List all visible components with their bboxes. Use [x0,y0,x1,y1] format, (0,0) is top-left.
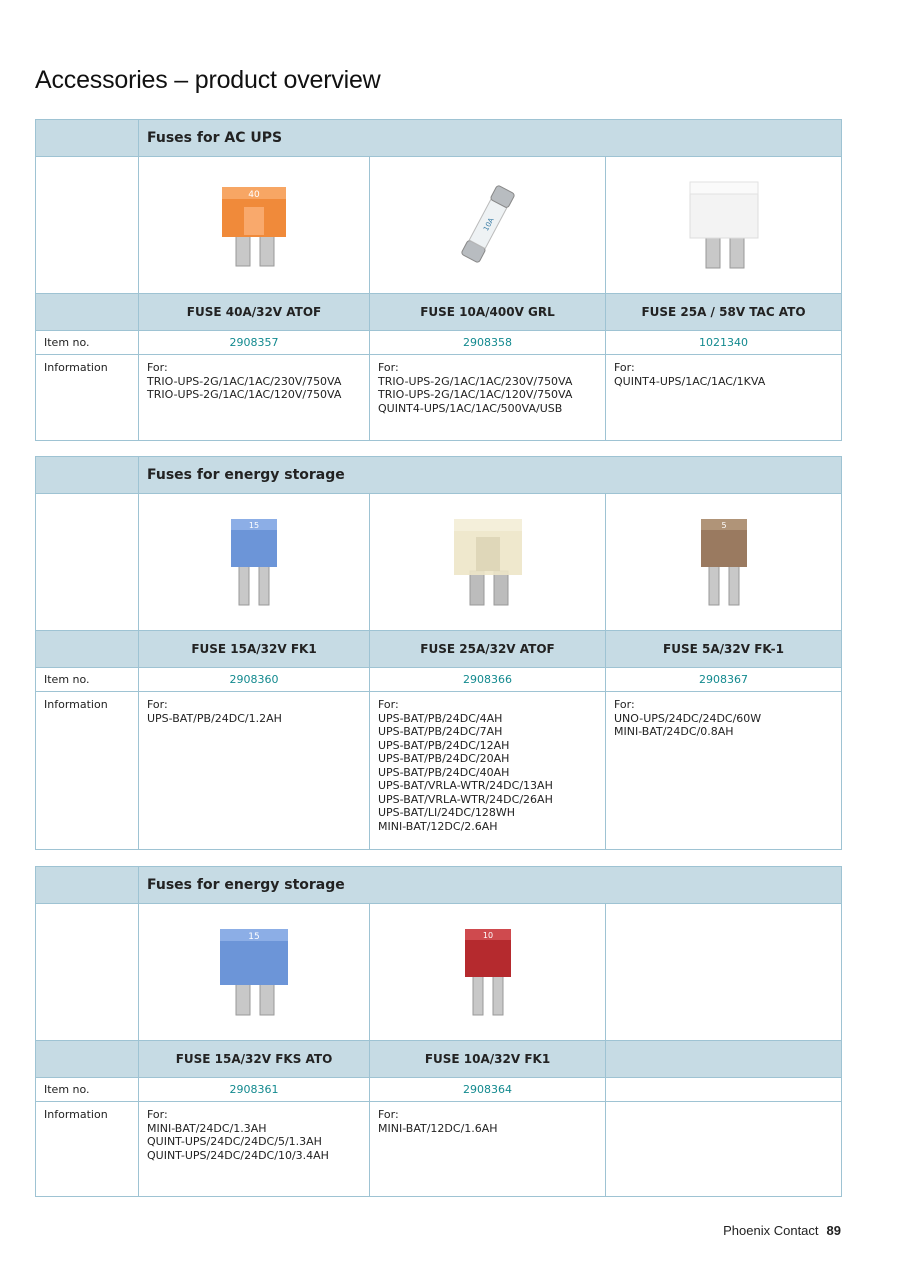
clear-blade-fuse-icon [448,513,528,608]
product-image-cell [370,904,606,1041]
svg-text:15: 15 [248,932,260,942]
svg-text:10: 10 [482,931,493,940]
svg-text:15: 15 [248,521,260,530]
product-image-cell [139,494,370,631]
product-name: FUSE 10A/400V GRL [370,294,606,331]
item-number-link[interactable]: 2908357 [139,331,370,355]
item-no-label: Item no. [36,331,139,355]
red-mini-fuse-icon [453,923,523,1018]
product-image-cell [370,494,606,631]
product-info: For: UNO-UPS/24DC/24DC/60W MINI-BAT/24DC/0.8AH [606,692,842,850]
section-energy-storage-1 [35,456,841,850]
product-info: For: UPS-BAT/PB/24DC/4AH UPS-BAT/PB/24DC/7AH UPS-BAT/PB/24DC/12AH UPS-BAT/PB/24DC/20AH UPS-BAT/PB/24DC/40AH UPS-BAT/VRLA-WTR/24DC/13AH UPS-BAT/VRLA-WTR/24DC/26AH UPS-BAT/LI/24DC/128WH MINI-BAT/12DC/2.6AH [370,692,606,850]
item-number-link[interactable]: 2908364 [370,1078,606,1102]
orange-blade-fuse-icon [214,179,294,269]
product-name: FUSE 15A/32V FKS ATO [139,1041,370,1078]
section-title: Fuses for AC UPS [147,130,283,146]
item-number-link[interactable]: 1021340 [606,331,842,355]
product-table [35,456,842,850]
product-name: FUSE 15A/32V FK1 [139,631,370,668]
product-info: For: MINI-BAT/24DC/1.3AH QUINT-UPS/24DC/24DC/5/1.3AH QUINT-UPS/24DC/24DC/10/3.4AH [139,1102,370,1197]
svg-text:10A: 10A [481,216,496,232]
white-blade-fuse-icon [684,176,764,271]
section-title: Fuses for energy storage [147,467,345,483]
product-info: For: TRIO-UPS-2G/1AC/1AC/230V/750VA TRIO-UPS-2G/1AC/1AC/120V/750VA [139,355,370,441]
cartridge-fuse-icon [443,179,533,269]
item-number-link[interactable]: 2908360 [139,668,370,692]
blue-blade-fuse-icon [214,923,294,1018]
product-table [35,866,842,1197]
product-image-cell [139,157,370,294]
page-footer [723,1223,841,1238]
section-energy-storage-2 [35,866,841,1197]
item-number-link[interactable]: 2908358 [370,331,606,355]
section-title: Fuses for energy storage [147,877,345,893]
item-number-link[interactable]: 2908361 [139,1078,370,1102]
product-name: FUSE 40A/32V ATOF [139,294,370,331]
item-number-link[interactable]: 2908366 [370,668,606,692]
product-table [35,119,842,441]
product-image-cell [370,157,606,294]
blue-mini-fuse-icon [219,513,289,608]
product-info: For: QUINT4-UPS/1AC/1AC/1KVA [606,355,842,441]
section-ac-ups [35,119,841,441]
product-info: For: MINI-BAT/12DC/1.6AH [370,1102,606,1197]
item-no-label: Item no. [36,1078,139,1102]
svg-text:5: 5 [720,521,727,530]
svg-text:40: 40 [248,189,260,200]
information-label: Information [36,355,139,441]
product-name: FUSE 5A/32V FK-1 [606,631,842,668]
company-name: Phoenix Contact [723,1223,819,1238]
page-number: 89 [826,1223,841,1238]
brown-mini-fuse-icon [689,513,759,608]
product-name: FUSE 25A/32V ATOF [370,631,606,668]
product-info: For: UPS-BAT/PB/24DC/1.2AH [139,692,370,850]
product-image-cell [606,494,842,631]
information-label: Information [36,1102,139,1197]
item-no-label: Item no. [36,668,139,692]
item-number-link[interactable]: 2908367 [606,668,842,692]
product-image-cell [139,904,370,1041]
product-name: FUSE 10A/32V FK1 [370,1041,606,1078]
product-info: For: TRIO-UPS-2G/1AC/1AC/230V/750VA TRIO-UPS-2G/1AC/1AC/120V/750VA QUINT4-UPS/1AC/1AC/500VA/USB [370,355,606,441]
page-title: Accessories – product overview [35,66,381,94]
product-image-cell [606,157,842,294]
product-name: FUSE 25A / 58V TAC ATO [606,294,842,331]
information-label: Information [36,692,139,850]
